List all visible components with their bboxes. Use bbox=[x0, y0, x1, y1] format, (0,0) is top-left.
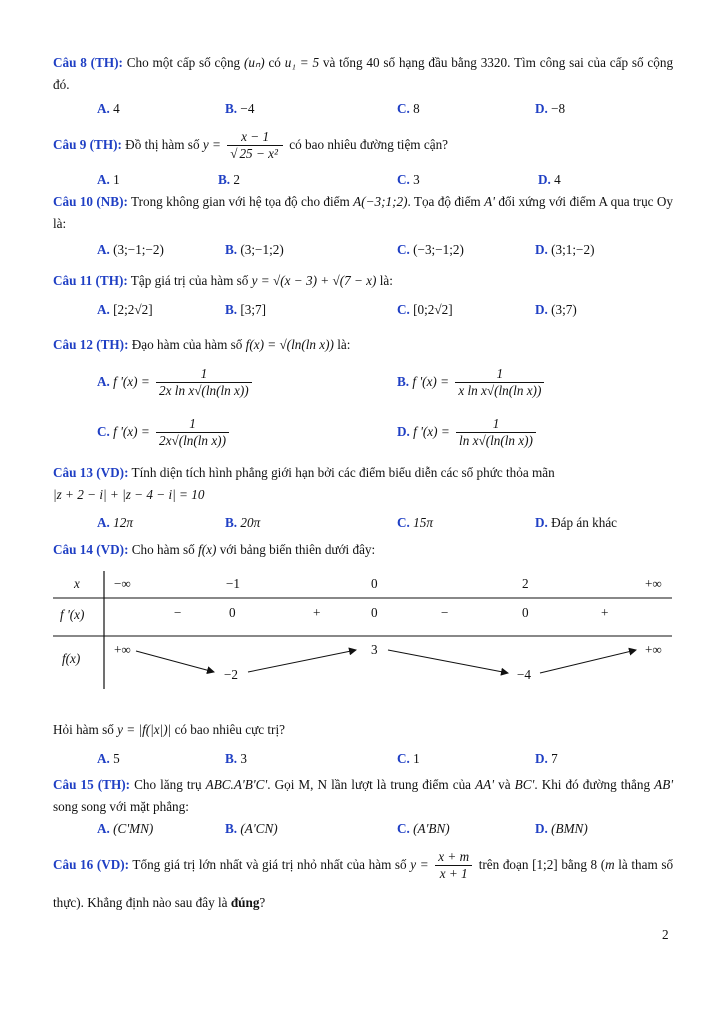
question-label: Câu 12 (TH): bbox=[53, 337, 129, 352]
question-text: và tổng 40 số hạng đầu bằng 3320. Tìm công sai của cấp số cộng đó. bbox=[53, 55, 674, 92]
option-label: A. bbox=[97, 821, 110, 836]
question-text: . Gọi M, N lần lượt là trung điểm của bbox=[267, 777, 472, 792]
question-text: Cho hàm số bbox=[131, 542, 195, 557]
option-value: (C'MN) bbox=[113, 821, 154, 836]
option-value: [2;2√2] bbox=[113, 302, 153, 317]
derivative-sign: + bbox=[313, 605, 321, 620]
question-text: Trong không gian với hệ tọa độ cho điểm bbox=[131, 194, 350, 209]
option-label: A. bbox=[97, 751, 110, 766]
question-label: Câu 9 (TH): bbox=[53, 137, 122, 152]
option-label: B. bbox=[225, 302, 238, 317]
option-label: D. bbox=[535, 515, 548, 530]
row-label-f: f(x) bbox=[62, 651, 81, 666]
option-value: 3 bbox=[413, 172, 420, 187]
option-b[interactable] bbox=[225, 818, 278, 840]
x-value: −1 bbox=[226, 576, 241, 591]
option-a[interactable] bbox=[97, 748, 120, 770]
fraction-denominator: x + 1 bbox=[439, 866, 468, 882]
derivative-zero: 0 bbox=[371, 605, 378, 620]
question-text: Đồ thị hàm số bbox=[125, 137, 200, 152]
option-label: D. bbox=[535, 821, 548, 836]
x-value: 2 bbox=[522, 576, 529, 591]
question-text: với bảng biến thiên dưới đây: bbox=[219, 542, 376, 557]
question-text: có bao nhiêu cực trị? bbox=[174, 722, 285, 737]
fraction-denominator: 2x ln x√(ln(ln x)) bbox=[159, 383, 249, 399]
question-text: Tính diện tích hình phẳng giới hạn bởi các điểm biểu diễn các số phức thỏa mãn bbox=[131, 465, 555, 480]
math-first-term: u₁ = 5 bbox=[284, 55, 320, 70]
fraction-numerator: 1 bbox=[456, 416, 536, 433]
question-text: song song với mặt phẳng: bbox=[53, 799, 189, 814]
question-text: là tham số thực). Khẳng định nào sau đây là bbox=[53, 857, 674, 910]
option-value: Đáp án khác bbox=[551, 515, 618, 530]
x-value: −∞ bbox=[114, 576, 131, 591]
math-lhs: f '(x) = bbox=[413, 424, 450, 439]
derivative-sign: − bbox=[441, 605, 449, 620]
option-value: 5 bbox=[113, 751, 120, 766]
option-label: B. bbox=[225, 101, 238, 116]
fraction-numerator: x − 1 bbox=[227, 129, 283, 146]
math-point: A(−3;1;2) bbox=[353, 194, 408, 209]
derivative-sign: + bbox=[601, 605, 609, 620]
option-label: A. bbox=[97, 374, 110, 389]
option-label: C. bbox=[397, 101, 410, 116]
arrow-increasing bbox=[248, 650, 356, 672]
option-value: 4 bbox=[554, 172, 561, 187]
option-label: B. bbox=[225, 242, 238, 257]
arrow-decreasing bbox=[388, 650, 508, 673]
option-label: D. bbox=[397, 424, 410, 439]
option-value: −4 bbox=[240, 101, 255, 116]
question-text: là: bbox=[337, 337, 351, 352]
arrow-increasing bbox=[540, 650, 636, 673]
question-15 bbox=[53, 774, 673, 818]
option-label: C. bbox=[397, 242, 410, 257]
option-label: B. bbox=[225, 821, 238, 836]
option-label: B. bbox=[225, 751, 238, 766]
option-value: 8 bbox=[413, 101, 420, 116]
option-label: A. bbox=[97, 172, 110, 187]
math-point-image: A' bbox=[484, 194, 495, 209]
math-segment: AB' bbox=[654, 777, 674, 792]
option-label: D. bbox=[535, 242, 548, 257]
math-interval: [1;2] bbox=[532, 857, 558, 872]
question-label: Câu 8 (TH): bbox=[53, 55, 123, 70]
derivative-sign: − bbox=[174, 605, 182, 620]
emphasis-text: đúng bbox=[230, 895, 260, 910]
question-text: Hỏi hàm số bbox=[53, 722, 114, 737]
option-label: B. bbox=[225, 515, 238, 530]
question-label: Câu 16 (VD): bbox=[53, 857, 130, 872]
option-value: (3;7) bbox=[551, 302, 577, 317]
option-value: 15π bbox=[413, 515, 433, 530]
derivative-zero: 0 bbox=[522, 605, 529, 620]
math-function: f(x) = √(ln(ln x)) bbox=[245, 337, 334, 352]
fraction-numerator: x + m bbox=[435, 849, 472, 866]
question-text: có bbox=[268, 55, 281, 70]
fraction-denominator: √ 25 − x² bbox=[230, 146, 278, 162]
derivative-zero: 0 bbox=[229, 605, 236, 620]
option-value: (3;−1;2) bbox=[240, 242, 284, 257]
option-label: A. bbox=[97, 515, 110, 530]
option-label: D. bbox=[538, 172, 551, 187]
question-text: đối xứng với điểm bbox=[498, 194, 596, 209]
option-value: (3;−1;−2) bbox=[113, 242, 164, 257]
math-lhs: f '(x) = bbox=[113, 374, 150, 389]
options-row bbox=[0, 818, 725, 840]
math-fraction bbox=[435, 849, 472, 882]
option-label: A. bbox=[97, 101, 110, 116]
math-lhs: y = bbox=[202, 137, 221, 152]
option-value: 20π bbox=[240, 515, 261, 530]
fraction-numerator: 1 bbox=[455, 366, 544, 383]
option-value: −8 bbox=[551, 101, 566, 116]
question-text: Tập giá trị của hàm số bbox=[130, 273, 249, 288]
option-label: D. bbox=[535, 751, 548, 766]
question-text: Tổng giá trị lớn nhất và giá trị nhỏ nhất của hàm số bbox=[132, 857, 407, 872]
option-value: 7 bbox=[551, 751, 558, 766]
question-text: . Khi đó đường thẳng bbox=[534, 777, 651, 792]
option-label: D. bbox=[535, 101, 548, 116]
option-value: (BMN) bbox=[551, 821, 588, 836]
options-row bbox=[0, 748, 725, 770]
math-lhs: y = bbox=[410, 857, 429, 872]
option-d[interactable] bbox=[535, 748, 558, 770]
option-label: A. bbox=[97, 302, 110, 317]
page-number: 2 bbox=[662, 927, 669, 942]
math-function: f(x) bbox=[198, 542, 217, 557]
math-lhs: f '(x) = bbox=[412, 374, 450, 389]
question-text: có bao nhiêu đường tiệm cận? bbox=[289, 137, 449, 152]
arrow-decreasing bbox=[136, 651, 214, 672]
option-value: [3;7] bbox=[240, 302, 267, 317]
option-label: B. bbox=[397, 374, 410, 389]
math-lhs: f '(x) = bbox=[113, 424, 150, 439]
row-label-x: x bbox=[74, 576, 80, 591]
option-label: C. bbox=[397, 751, 410, 766]
math-function: y = |f(|x|)| bbox=[117, 722, 172, 737]
math-sequence: (uₙ) bbox=[243, 55, 265, 70]
fraction-denominator: ln x√(ln(ln x)) bbox=[459, 433, 533, 449]
fraction-denominator: x ln x√(ln(ln x)) bbox=[458, 383, 542, 399]
option-value: 4 bbox=[113, 101, 120, 116]
option-value: (3;1;−2) bbox=[551, 242, 595, 257]
math-segment: BC' bbox=[514, 777, 535, 792]
math-param: m bbox=[605, 857, 615, 872]
question-text: Đạo hàm của hàm số bbox=[131, 337, 243, 352]
fraction-denominator: 2x√(ln(ln x)) bbox=[159, 433, 226, 449]
question-label: Câu 11 (TH): bbox=[53, 273, 128, 288]
option-c[interactable] bbox=[397, 748, 420, 770]
fraction-numerator: 1 bbox=[156, 366, 252, 383]
f-value: +∞ bbox=[114, 642, 131, 657]
option-d[interactable] bbox=[535, 818, 588, 840]
x-value: +∞ bbox=[645, 576, 662, 591]
question-label: Câu 13 (VD): bbox=[53, 465, 129, 480]
question-text: Cho lăng trụ bbox=[134, 777, 202, 792]
question-text: và bbox=[498, 777, 511, 792]
option-label: C. bbox=[397, 302, 410, 317]
option-c[interactable] bbox=[397, 818, 450, 840]
option-value: 3 bbox=[240, 751, 247, 766]
option-value: 2 bbox=[233, 172, 240, 187]
option-label: C. bbox=[397, 821, 410, 836]
math-prism: ABC.A'B'C' bbox=[205, 777, 268, 792]
question-label: Câu 14 (VD): bbox=[53, 542, 129, 557]
row-label-fprime: f '(x) bbox=[60, 607, 85, 622]
question-text: Cho một cấp số cộng bbox=[126, 55, 241, 70]
question-text: là: bbox=[379, 273, 393, 288]
question-text: bằng 8 ( bbox=[561, 857, 606, 872]
option-value: (A'CN) bbox=[240, 821, 278, 836]
option-label: A. bbox=[97, 242, 110, 257]
option-value: 1 bbox=[413, 751, 420, 766]
question-16 bbox=[53, 846, 673, 922]
question-text: trên đoạn bbox=[478, 857, 529, 872]
option-value: 1 bbox=[113, 172, 120, 187]
math-condition: |z + 2 − i| + |z − 4 − i| = 10 bbox=[53, 487, 205, 502]
radicand: 25 − x² bbox=[239, 146, 278, 162]
x-value: 0 bbox=[371, 576, 378, 591]
option-b[interactable] bbox=[225, 748, 247, 770]
question-text: ? bbox=[259, 895, 266, 910]
f-value: +∞ bbox=[645, 642, 662, 657]
option-label: C. bbox=[97, 424, 110, 439]
option-label: C. bbox=[397, 515, 410, 530]
option-label: B. bbox=[218, 172, 231, 187]
question-text: . Tọa độ điểm bbox=[407, 194, 481, 209]
fraction-numerator: 1 bbox=[156, 416, 229, 433]
question-label: Câu 10 (NB): bbox=[53, 194, 128, 209]
f-value: −2 bbox=[224, 667, 239, 682]
math-segment: AA' bbox=[475, 777, 495, 792]
option-label: D. bbox=[535, 302, 548, 317]
option-label: C. bbox=[397, 172, 410, 187]
option-value: (A'BN) bbox=[413, 821, 450, 836]
option-value: (−3;−1;2) bbox=[413, 242, 464, 257]
math-function: y = √(x − 3) + √(7 − x) bbox=[251, 273, 377, 288]
option-value: [0;2√2] bbox=[413, 302, 453, 317]
question-text: A qua trục Oy là: bbox=[53, 194, 674, 231]
f-value: −4 bbox=[517, 667, 532, 682]
option-value: 12π bbox=[113, 515, 133, 530]
question-14-ask bbox=[53, 719, 673, 741]
option-a[interactable] bbox=[97, 818, 153, 840]
question-label: Câu 15 (TH): bbox=[53, 777, 130, 792]
f-value: 3 bbox=[371, 642, 378, 657]
